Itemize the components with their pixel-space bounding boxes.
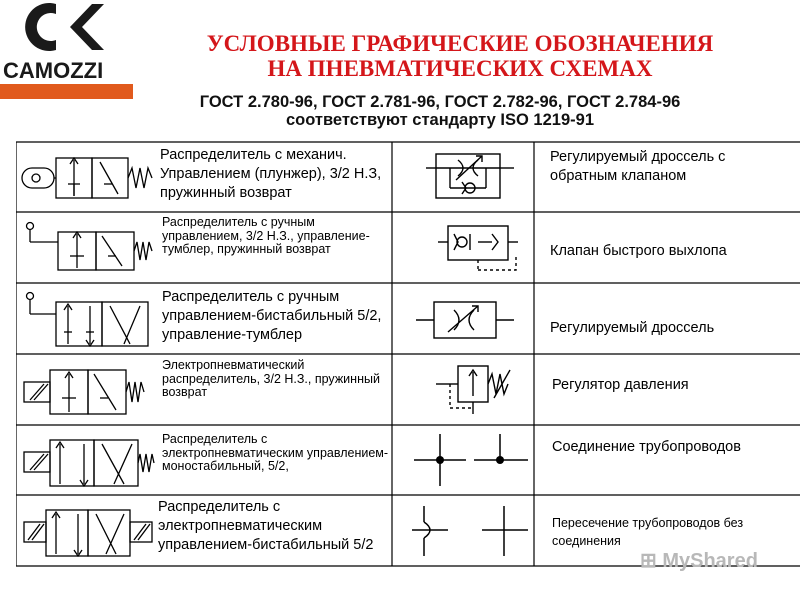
standard-line1: ГОСТ 2.780-96, ГОСТ 2.781-96, ГОСТ 2.782-96, ГОСТ 2.784-96 — [199, 93, 681, 111]
list-item-text: Пересечение трубопроводов без соединения — [552, 516, 744, 548]
watermark — [640, 548, 758, 573]
logo-orange-bar — [0, 84, 133, 99]
list-item-text: Регулируемый дроссель с обратным клапаном — [550, 149, 726, 184]
valve-3-2-manual-toggle-icon — [20, 218, 155, 278]
list-item-text: Клапан быстрого выхлопа — [550, 243, 727, 259]
page-title-line1: УСЛОВНЫЕ ГРАФИЧЕСКИЕ ОБОЗНАЧЕНИЯ — [206, 31, 714, 56]
list-item-text: Регулятор давления — [552, 377, 689, 393]
list-item-text: Распределитель с ручным управлением, 3/2 Н.З., управление-тумблер, пружинный возврат — [162, 215, 370, 256]
valve-3-2-plunger-spring-icon — [20, 148, 155, 206]
list-item-text: Распределитель с ручным управлением-бистабильный 5/2, управление-тумблер — [162, 289, 382, 343]
camozzi-cc-logo-icon — [25, 3, 104, 51]
pipe-junction-icon — [412, 432, 530, 490]
standard-line2: соответствуют стандарту ISO 1219-91 — [286, 111, 594, 129]
pressure-regulator-icon — [436, 358, 526, 420]
page-title-line2: НА ПНЕВМАТИЧЕСКИХ СХЕМАХ — [267, 56, 653, 81]
symbols-table — [16, 140, 800, 568]
watermark-icon: ⊞ — [640, 550, 663, 572]
list-item-text: Регулируемый дроссель — [550, 320, 715, 336]
list-item-text: Распределитель с электропневматическим управлением-моностабильный, 5/2, — [162, 432, 389, 473]
quick-exhaust-valve-icon — [438, 220, 528, 278]
logo-text: CAMOZZI — [3, 58, 104, 83]
list-item-text: Соединение трубопроводов — [552, 439, 741, 455]
watermark-text: MyShared — [662, 550, 758, 572]
list-item-text: Электропневматический распределитель, 3/2 Н.З., пружинный возврат — [162, 358, 380, 399]
pipe-crossing-icon — [412, 502, 530, 560]
camozzi-logo — [0, 0, 135, 100]
flow-control-check-valve-icon — [426, 150, 516, 204]
adjustable-throttle-icon — [416, 292, 516, 348]
list-item-text: Распределитель с механич. Управлением (плунжер), 3/2 Н.З, пружинный возврат — [160, 147, 382, 201]
list-item-text: Распределитель с электропневматическим управлением-бистабильный 5/2 — [158, 499, 374, 553]
solenoid-valve-5-2-monostable-icon — [20, 430, 155, 492]
valve-5-2-manual-bistable-icon — [20, 288, 155, 350]
solenoid-valve-5-2-bistable-icon — [20, 500, 160, 562]
solenoid-valve-3-2-icon — [20, 360, 155, 420]
